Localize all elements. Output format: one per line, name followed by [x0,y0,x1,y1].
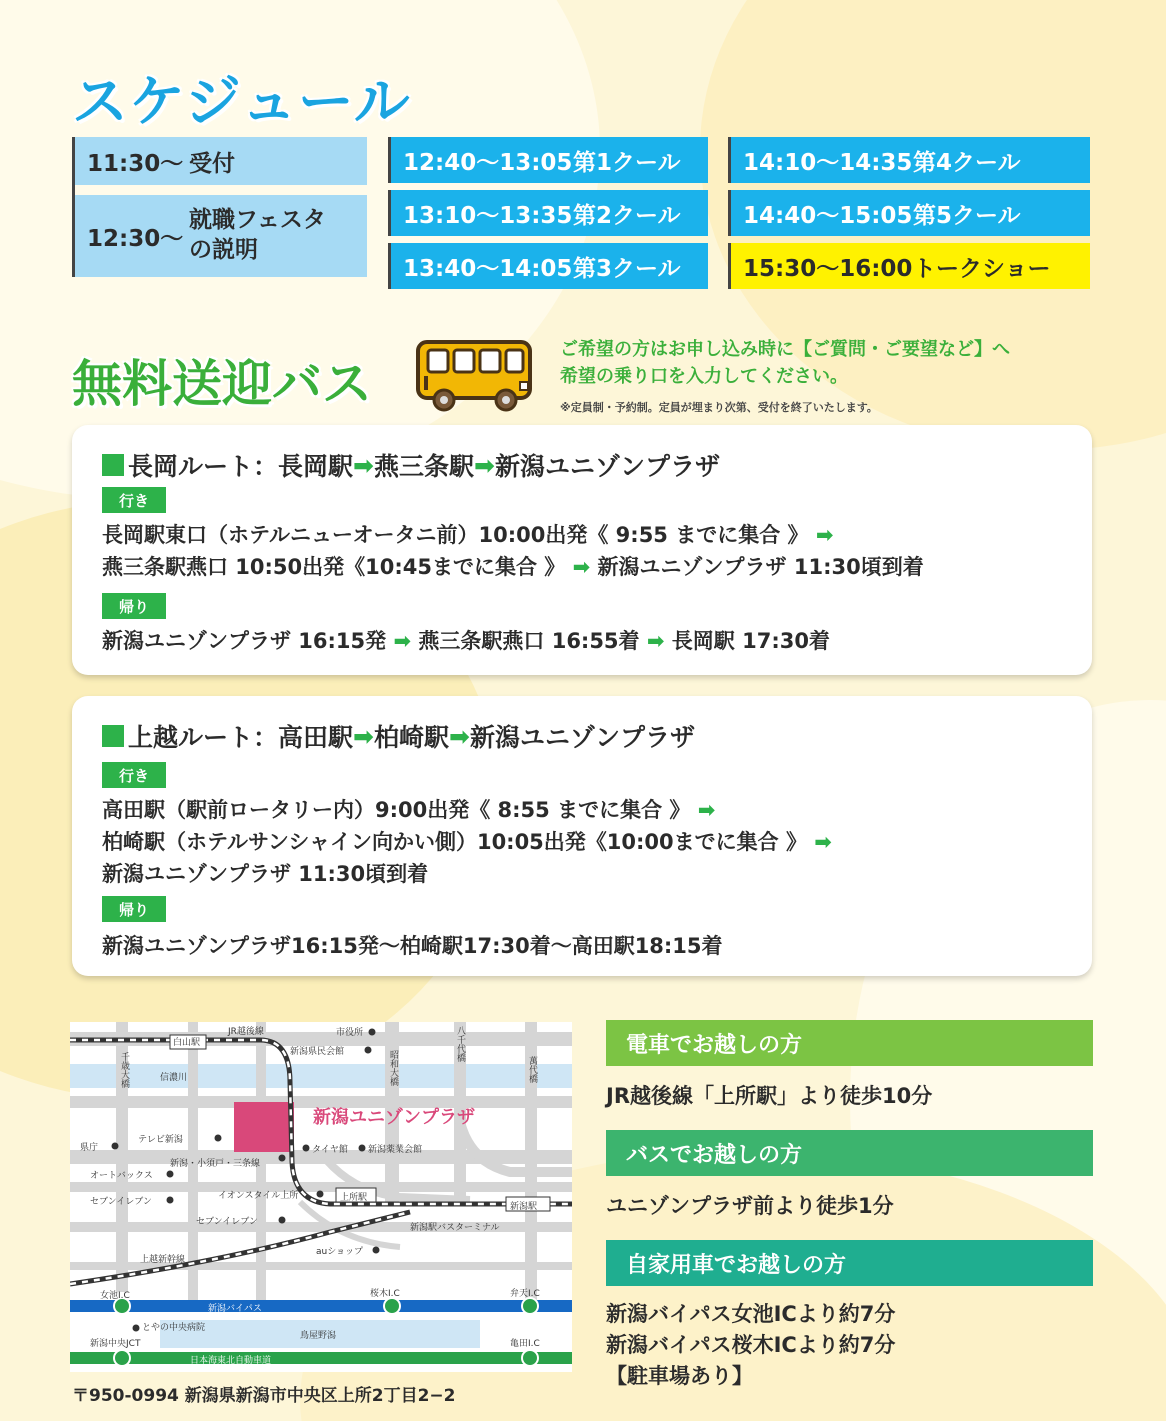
map-label-shiyakusho: 市役所 [336,1028,364,1038]
schedule-time: 15:30〜16:00 [743,255,913,282]
route-title [102,447,720,483]
route-title-part: 上越ルート：高田駅 [128,723,354,752]
map-label-shinanogawa: 信濃川 [160,1073,188,1083]
route-text: 燕三条駅燕口 10:50出発《10:45までに集合 》 [102,555,566,579]
schedule-item [75,137,367,185]
schedule-time: 14:10〜14:35 [743,149,913,176]
route-title-part: 柏崎駅 [373,723,449,752]
route-title-part: 燕三条駅 [373,452,474,481]
arrow-icon: ➡ [353,450,374,480]
schedule-label: 第4クール [913,149,1021,176]
map-label-kenminkaikan: 新潟県民会館 [290,1047,345,1057]
route-text: 新潟ユニゾンプラザ 16:15発 [102,629,387,653]
arrow-icon: ➡ [393,629,412,653]
map-label-expressway: 日本海東北自動車道 [190,1356,272,1366]
map-label-bandai: 萬代橋 [527,1056,537,1083]
map-label-taiyakan: タイヤ館 [312,1145,348,1155]
square-bullet-icon [102,725,124,747]
route-line [102,794,715,824]
route-text: 長岡駅 17:30着 [671,629,830,653]
schedule-time: 11:30〜 [87,150,184,177]
schedule-time: 13:40〜14:05 [403,255,573,282]
square-bullet-icon [102,454,124,476]
access-heading-train: 電車でお越しの方 [606,1020,1093,1066]
map-label-jr-echigo: JR越後線 [228,1027,264,1037]
schedule-title: スケジュール [72,70,411,135]
bus-note-line2: 希望の乗り口を入力してください。 [560,366,848,387]
schedule-item-talkshow [728,243,1090,289]
route-title-part: 長岡ルート：長岡駅 [128,452,354,481]
arrow-icon: ➡ [353,721,374,751]
schedule-item [75,195,367,277]
access-map [70,1022,572,1372]
map-label-benten: 弁天I.C [510,1289,540,1299]
access-text: JR越後線「上所駅」より徒歩10分 [606,1084,933,1108]
route-card-joetsu [72,696,1092,976]
arrow-icon: ➡ [697,798,716,822]
map-label-toyano: とやの中央病院 [142,1323,206,1333]
bus-title: 無料送迎バス [72,355,372,413]
schedule-item [728,137,1090,183]
access-heading-bus: バスでお越しの方 [606,1130,1093,1176]
route-card-nagaoka [72,425,1092,675]
route-title-part: 新潟ユニゾンプラザ [494,452,720,481]
bus-note-line1: ご希望の方はお申し込み時に【ご質問・ご要望など】へ [560,339,1010,360]
arrow-icon: ➡ [815,523,834,547]
access-text: 新潟バイパス女池ICより約7分 [606,1302,896,1326]
map-label-autobacs: オートバックス [90,1171,153,1181]
route-line [102,625,830,655]
map-label-sakuragi: 桜木I.C [370,1289,400,1299]
map-label-kameda: 亀田I.C [510,1339,540,1349]
arrow-icon: ➡ [473,450,495,480]
schedule-label: 第3クール [573,255,681,282]
schedule-label: 第5クール [913,202,1021,229]
schedule-item [388,243,708,289]
map-label-menoike: 女池I.C [100,1291,130,1301]
map-label-au: auショップ [316,1247,364,1257]
route-text: 柏崎駅（ホテルサンシャイン向かい側）10:05出発《10:00までに集合 》 [102,830,807,854]
arrow-icon: ➡ [448,721,470,751]
address: 〒950-0994 新潟県新潟市中央区上所2丁目2−2 [72,1386,456,1406]
map-label-joetsu-shinkansen: 上越新幹線 [140,1255,186,1265]
map-label-kencho: 県庁 [80,1143,99,1153]
schedule-label-line2: の説明 [189,237,258,263]
route-text: 燕三条駅燕口 16:55着 [418,629,640,653]
map-label-showa: 昭和大橋 [388,1050,398,1086]
map-label-seven1: セブンイレブン [90,1197,152,1207]
map-plaza-label: 新潟ユニゾンプラザ [313,1107,475,1128]
map-label-bypass: 新潟バイパス [208,1304,262,1314]
schedule-item [388,190,708,236]
map-label-nt-road: 新潟・小須戸・三条線 [170,1159,261,1169]
route-line [102,519,833,549]
route-line [102,858,428,888]
route-text: 新潟ユニゾンプラザ 11:30頃到着 [597,555,924,579]
outbound-tag: 行き [102,762,166,788]
map-label-niigata-sta: 新潟駅 [510,1202,538,1212]
outbound-tag: 行き [102,487,166,513]
arrow-icon: ➡ [572,555,591,579]
map-label-chuo-jct: 新潟中央JCT [90,1339,141,1349]
schedule-left-column [72,137,367,277]
schedule-label: 第2クール [573,202,681,229]
schedule-item [388,137,708,183]
schedule-label: 受付 [189,150,235,177]
schedule-label [189,206,326,266]
map-label-chitose: 千歳大橋 [119,1052,129,1088]
bus-icon [414,338,534,414]
map-label-bus-terminal: 新潟駅バスターミナル [410,1223,500,1233]
map-label-shinyaku: 新潟薬業会館 [368,1145,423,1155]
route-text: 長岡駅東口（ホテルニューオータニ前）10:00出発《 9:55 までに集合 》 [102,523,809,547]
bus-note [560,336,1010,390]
map-label-kamitokoro: 上所駅 [340,1193,368,1203]
route-line [102,826,832,856]
access-text: 新潟バイパス桜木ICより約7分 [606,1333,896,1357]
schedule-label-line1: 就職フェスタ [189,207,326,234]
arrow-icon: ➡ [814,830,832,854]
route-text: 高田駅（駅前ロータリー内）9:00出発《 8:55 までに集合 》 [102,798,691,822]
route-title [102,718,695,754]
access-text: ユニゾンプラザ前より徒歩1分 [606,1194,894,1218]
map-label-yachiyo: 八千代橋 [455,1026,465,1062]
return-tag: 帰り [102,593,166,619]
route-line [102,551,924,581]
route-title-part: 新潟ユニゾンプラザ [469,723,695,752]
access-heading-car: 自家用車でお越しの方 [606,1240,1093,1286]
bus-note-small: ※定員制・予約制。定員が埋まり次第、受付を終了いたします。 [560,401,878,414]
schedule-time: 14:40〜15:05 [743,202,913,229]
schedule-time: 12:40〜13:05 [403,149,573,176]
route-text: 新潟ユニゾンプラザ16:15発〜柏崎駅17:30着〜高田駅18:15着 [102,934,723,958]
schedule-label: トークショー [913,255,1051,282]
arrow-icon: ➡ [646,629,665,653]
return-tag: 帰り [102,896,166,922]
map-label-aeon: イオンスタイル上所 [218,1191,299,1201]
map-label-seven2: セブンイレブン [196,1217,258,1227]
schedule-label: 第1クール [573,149,681,176]
route-line [102,930,723,960]
access-text: 【駐車場あり】 [606,1364,753,1388]
map-label-toyanogata: 鳥屋野潟 [300,1331,337,1341]
map-label-hakusan: 白山駅 [173,1038,201,1048]
schedule-time: 13:10〜13:35 [403,202,573,229]
route-text: 新潟ユニゾンプラザ 11:30頃到着 [102,862,429,886]
schedule-item [728,190,1090,236]
schedule-time: 12:30〜 [87,225,184,252]
map-label-tv-niigata: テレビ新潟 [138,1135,183,1145]
